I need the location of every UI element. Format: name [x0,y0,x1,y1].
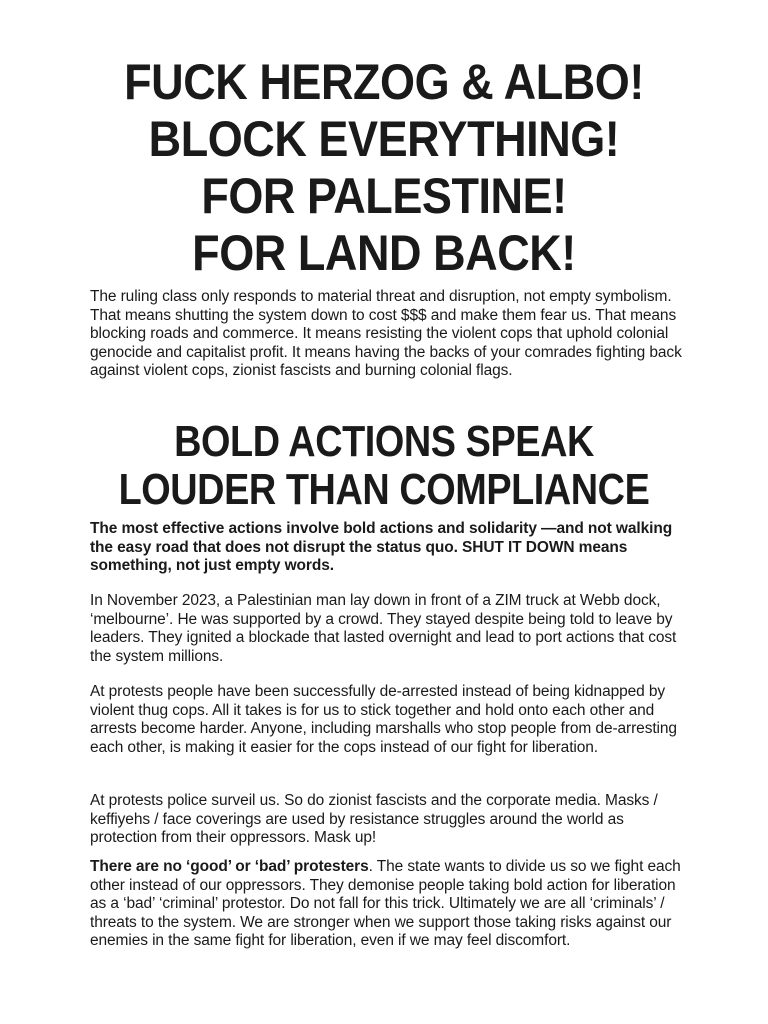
headline-line: FOR LAND BACK! [192,225,576,281]
subheadline-line: BOLD ACTIONS SPEAK [174,417,594,466]
body-paragraph-mask-up: At protests police surveil us. So do zionist fascists and the corporate media. Masks / keffiyehs / face coverings are used by resistance struggles around the world as protection from their oppressors. Mask up! [90,792,658,846]
body-paragraph-zim-truck: In November 2023, a Palestinian man lay down in front of a ZIM truck at Webb dock, ‘melbourne’. He was supported by a crowd. They stayed despite being told to leave by leaders. They ignited a blockade that lasted overnight and lead to port actions that cost the system millions. [90,592,677,665]
body-paragraph-de-arrest: At protests people have been successfully de-arrested instead of being kidnapped by violent thug cops. All it takes is for us to stick together and hold onto each other and arrests become harder. Anyone, including marshalls who stop people from de-arresting each other, is making it easier for the cops instead of our fight for liberation. [90,683,677,756]
headline-line: FOR PALESTINE! [201,168,567,224]
subheadline-line: LOUDER THAN COMPLIANCE [118,465,650,514]
headline-line: BLOCK EVERYTHING! [148,111,620,167]
headline-line: FUCK HERZOG & ALBO! [124,54,644,110]
intro-paragraph: The ruling class only responds to material threat and disruption, not empty symbolism. That means shutting the system down to cost $$$ and make them fear us. That means blocking roads and commerce. It means resisting the violent cops that uphold colonial genocide and capitalist profit. It means having the backs of your comrades fighting back against violent cops, zionist fascists and burning colonial flags. [90,288,682,379]
final-paragraph-rest: . The state wants to divide us so we fight each other instead of our oppressors. They demonise people taking bold action for liberation as a ‘bad’ ‘criminal’ protestor. Do not fall for this trick. Ultimately we are all ‘criminals’ / threats to the system. We are stronger when we support those taking risks against our enemies in the same fight for liberation, even if we may feel discomfort. [90,858,681,949]
final-paragraph [90,858,690,951]
main-headline [38,54,729,282]
final-paragraph-lead: There are no ‘good’ or ‘bad’ protesters [90,858,369,875]
sub-headline [54,418,714,514]
bold-paragraph: The most effective actions involve bold actions and solidarity —and not walking the easy road that does not disrupt the status quo. SHUT IT DOWN means something, not just empty words. [90,520,673,574]
